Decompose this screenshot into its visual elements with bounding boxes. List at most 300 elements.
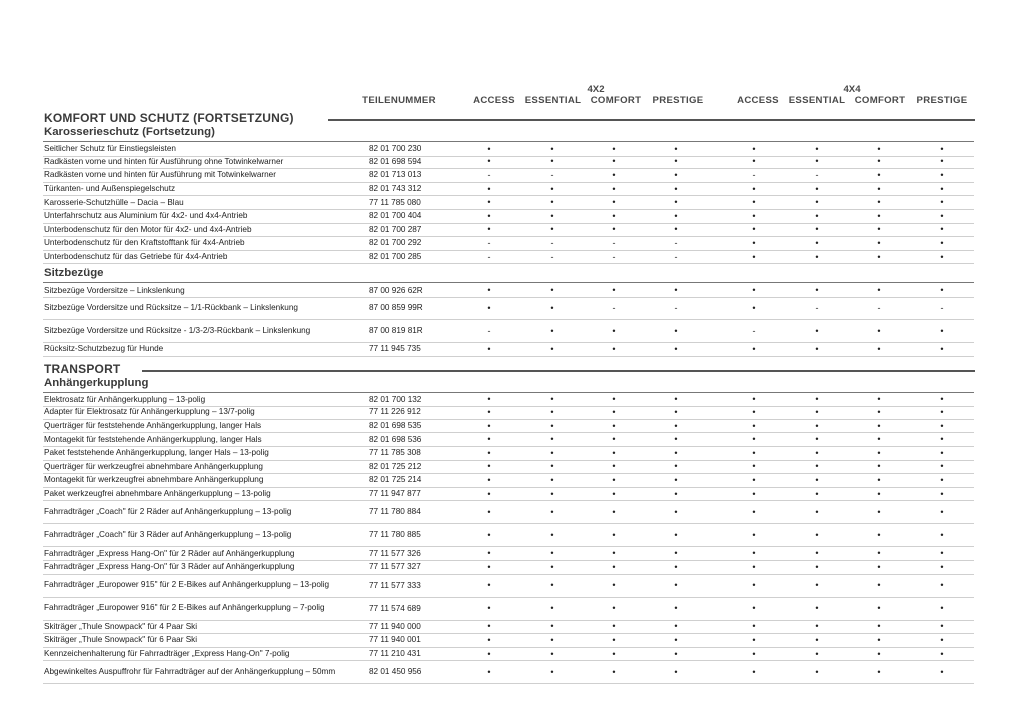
availability-dot: • [815, 343, 819, 354]
availability-dot: • [877, 197, 881, 208]
section-title: KOMFORT UND SCHUTZ (FORTSETZUNG) [44, 111, 294, 125]
availability-dot: • [612, 143, 616, 154]
availability-dot: • [612, 488, 616, 499]
availability-dot: • [940, 561, 944, 572]
part-number: 82 01 743 312 [369, 184, 422, 194]
availability-dot: • [487, 580, 491, 591]
column-header-4x2-prestige: PRESTIGE [652, 95, 704, 106]
availability-dot: • [550, 461, 554, 472]
item-description: Montagekit für werkzeugfrei abnehmbare Anhängerkupplung [44, 475, 264, 485]
unavailable-dash: - [815, 169, 819, 180]
part-number: 82 01 700 230 [369, 144, 422, 154]
availability-dot: • [940, 325, 944, 336]
availability-dot: • [752, 224, 756, 235]
availability-dot: • [940, 143, 944, 154]
availability-dot: • [674, 325, 678, 336]
availability-dot: • [752, 210, 756, 221]
table-row [43, 523, 974, 547]
availability-dot: • [612, 621, 616, 632]
availability-dot: • [877, 237, 881, 248]
availability-dot: • [877, 529, 881, 540]
table-row [43, 597, 974, 621]
availability-dot: • [877, 548, 881, 559]
availability-dot: • [815, 461, 819, 472]
availability-dot: • [940, 461, 944, 472]
availability-dot: • [877, 621, 881, 632]
unavailable-dash: - [674, 302, 678, 313]
availability-dot: • [487, 648, 491, 659]
availability-dot: • [674, 488, 678, 499]
part-number: 77 11 947 877 [369, 489, 421, 499]
availability-dot: • [550, 603, 554, 614]
availability-dot: • [550, 580, 554, 591]
item-description: Sitzbezüge Vordersitze – Linkslenkung [44, 285, 185, 295]
column-header-4x2-comfort: COMFORT [590, 95, 642, 106]
item-description: Skiträger „Thule Snowpack" für 4 Paar Ski [44, 621, 198, 631]
table-row [43, 546, 974, 561]
availability-dot: • [550, 210, 554, 221]
part-number: 87 00 819 81R [369, 326, 423, 335]
availability-dot: • [674, 447, 678, 458]
unavailable-dash: - [487, 251, 491, 262]
table-row [43, 405, 974, 420]
availability-dot: • [940, 156, 944, 167]
availability-dot: • [674, 210, 678, 221]
availability-dot: • [674, 561, 678, 572]
availability-dot: • [674, 666, 678, 677]
availability-dot: • [674, 634, 678, 645]
table-row [43, 560, 974, 575]
availability-dot: • [674, 406, 678, 417]
availability-dot: • [674, 183, 678, 194]
availability-dot: • [877, 506, 881, 517]
availability-dot: • [752, 488, 756, 499]
item-description: Paket feststehende Anhängerkupplung, langer Hals – 13-polig [44, 448, 269, 458]
part-number: 77 11 785 080 [369, 197, 421, 207]
group-header-4x4: 4X4 [843, 84, 861, 95]
part-number: 82 01 700 287 [369, 224, 422, 234]
item-description: Elektrosatz für Anhängerkupplung – 13-polig [44, 394, 206, 404]
availability-dot: • [674, 394, 678, 405]
item-description: Unterbodenschutz für das Getriebe für 4x4-Antrieb [44, 251, 228, 261]
availability-dot: • [815, 561, 819, 572]
item-description: Radkästen vorne und hinten für Ausführung mit Totwinkelwarner [44, 170, 276, 180]
availability-dot: • [550, 302, 554, 313]
availability-dot: • [752, 197, 756, 208]
availability-dot: • [940, 529, 944, 540]
item-description: Türkanten- und Außenspiegelschutz [44, 183, 176, 193]
table-row [43, 342, 974, 357]
availability-dot: • [487, 285, 491, 296]
availability-dot: • [752, 183, 756, 194]
availability-dot: • [815, 406, 819, 417]
availability-dot: • [550, 325, 554, 336]
section-rule [328, 119, 975, 121]
availability-dot: • [550, 420, 554, 431]
unavailable-dash: - [550, 251, 554, 262]
availability-dot: • [940, 548, 944, 559]
availability-dot: • [940, 621, 944, 632]
column-header-4x2-essential: ESSENTIAL [524, 95, 582, 106]
item-description: Kennzeichenhalterung für Fahrradträger „Express Hang-On" 7-polig [44, 648, 290, 658]
availability-dot: • [752, 603, 756, 614]
part-number: 77 11 574 689 [369, 603, 421, 613]
availability-dot: • [612, 183, 616, 194]
unavailable-dash: - [674, 237, 678, 248]
item-description: Querträger für feststehende Anhängerkupplung, langer Hals [44, 420, 262, 430]
availability-dot: • [550, 406, 554, 417]
availability-dot: • [612, 634, 616, 645]
availability-dot: • [815, 447, 819, 458]
availability-dot: • [815, 224, 819, 235]
availability-dot: • [940, 420, 944, 431]
availability-dot: • [674, 143, 678, 154]
availability-dot: • [550, 156, 554, 167]
section-rule [142, 370, 975, 372]
availability-dot: • [940, 580, 944, 591]
availability-dot: • [487, 461, 491, 472]
availability-dot: • [815, 529, 819, 540]
availability-dot: • [815, 394, 819, 405]
item-description: Paket werkzeugfrei abnehmbare Anhängerkupplung – 13-polig [44, 488, 271, 498]
part-number: 82 01 698 535 [369, 421, 422, 431]
availability-dot: • [877, 648, 881, 659]
table-row [43, 236, 974, 251]
part-number: 82 01 698 536 [369, 434, 422, 444]
table-row [43, 660, 974, 684]
unavailable-dash: - [550, 169, 554, 180]
part-number: 82 01 700 132 [369, 394, 422, 404]
availability-dot: • [940, 183, 944, 194]
availability-dot: • [612, 197, 616, 208]
table-row [43, 419, 974, 434]
availability-dot: • [877, 143, 881, 154]
part-number: 87 00 859 99R [369, 303, 423, 312]
availability-dot: • [674, 603, 678, 614]
availability-dot: • [752, 406, 756, 417]
availability-dot: • [550, 343, 554, 354]
availability-dot: • [487, 183, 491, 194]
availability-dot: • [940, 434, 944, 445]
availability-dot: • [940, 506, 944, 517]
availability-dot: • [612, 420, 616, 431]
availability-dot: • [612, 529, 616, 540]
availability-dot: • [815, 603, 819, 614]
availability-dot: • [612, 210, 616, 221]
availability-dot: • [877, 169, 881, 180]
part-number: 82 01 700 285 [369, 252, 422, 262]
availability-dot: • [674, 621, 678, 632]
group-header-4x2: 4X2 [587, 84, 605, 95]
item-description: Unterbodenschutz für den Kraftstofftank für 4x4-Antrieb [44, 238, 245, 248]
availability-dot: • [487, 447, 491, 458]
availability-dot: • [752, 343, 756, 354]
table-row [43, 574, 974, 598]
subsection-title: Sitzbezüge [44, 267, 104, 280]
unavailable-dash: - [752, 325, 756, 336]
availability-dot: • [940, 237, 944, 248]
availability-dot: • [940, 251, 944, 262]
part-number: 82 01 450 956 [369, 667, 422, 677]
availability-dot: • [487, 666, 491, 677]
availability-dot: • [674, 648, 678, 659]
item-description: Sitzbezüge Vordersitze und Rücksitze – 1/1-Rückbank – Linkslenkung [44, 302, 298, 312]
availability-dot: • [940, 343, 944, 354]
availability-dot: • [612, 548, 616, 559]
column-header-4x4-comfort: COMFORT [854, 95, 906, 106]
table-row [43, 209, 974, 224]
availability-dot: • [487, 420, 491, 431]
availability-dot: • [877, 447, 881, 458]
availability-dot: • [550, 285, 554, 296]
availability-dot: • [877, 666, 881, 677]
unavailable-dash: - [487, 325, 491, 336]
availability-dot: • [877, 603, 881, 614]
availability-dot: • [487, 634, 491, 645]
availability-dot: • [752, 143, 756, 154]
availability-dot: • [940, 224, 944, 235]
availability-dot: • [487, 343, 491, 354]
table-row [43, 500, 974, 524]
availability-dot: • [877, 580, 881, 591]
availability-dot: • [674, 156, 678, 167]
table-row [43, 633, 974, 648]
availability-dot: • [487, 224, 491, 235]
availability-dot: • [674, 285, 678, 296]
item-description: Rücksitz-Schutzbezug für Hunde [44, 344, 164, 354]
availability-dot: • [877, 394, 881, 405]
availability-dot: • [815, 580, 819, 591]
part-number: 77 11 785 308 [369, 448, 421, 458]
availability-dot: • [612, 506, 616, 517]
availability-dot: • [674, 548, 678, 559]
availability-dot: • [752, 506, 756, 517]
availability-dot: • [940, 406, 944, 417]
table-row [43, 473, 974, 488]
part-number: 82 01 700 292 [369, 238, 422, 248]
availability-dot: • [815, 474, 819, 485]
part-number: 77 11 210 431 [369, 649, 421, 659]
availability-dot: • [487, 197, 491, 208]
unavailable-dash: - [550, 237, 554, 248]
item-description: Karosserie-Schutzhülle – Dacia – Blau [44, 197, 184, 207]
item-description: Fahrradträger „Europower 915" für 2 E-Bikes auf Anhängerkupplung – 13-polig [44, 580, 330, 590]
unavailable-dash: - [612, 237, 616, 248]
availability-dot: • [612, 325, 616, 336]
availability-dot: • [550, 474, 554, 485]
subsection-title: Anhängerkupplung [44, 376, 149, 389]
part-number: 77 11 945 735 [369, 344, 421, 354]
availability-dot: • [815, 285, 819, 296]
table-row [43, 647, 974, 662]
availability-dot: • [674, 580, 678, 591]
table-row [43, 446, 974, 461]
availability-dot: • [674, 197, 678, 208]
availability-dot: • [612, 406, 616, 417]
availability-dot: • [940, 488, 944, 499]
availability-dot: • [487, 529, 491, 540]
availability-dot: • [752, 634, 756, 645]
part-number: 77 11 780 884 [369, 507, 421, 517]
item-description: Montagekit für feststehende Anhängerkupplung, langer Hals [44, 434, 262, 444]
availability-dot: • [877, 285, 881, 296]
part-number: 82 01 698 594 [369, 156, 422, 166]
availability-dot: • [550, 666, 554, 677]
part-number: 77 11 940 001 [369, 635, 421, 645]
availability-dot: • [550, 394, 554, 405]
availability-dot: • [752, 474, 756, 485]
availability-dot: • [674, 529, 678, 540]
availability-dot: • [550, 561, 554, 572]
part-number: 82 01 713 013 [369, 170, 422, 180]
availability-dot: • [550, 506, 554, 517]
availability-dot: • [674, 506, 678, 517]
availability-dot: • [815, 488, 819, 499]
availability-dot: • [752, 285, 756, 296]
availability-dot: • [815, 210, 819, 221]
availability-dot: • [940, 634, 944, 645]
availability-dot: • [940, 648, 944, 659]
availability-dot: • [815, 666, 819, 677]
availability-dot: • [877, 474, 881, 485]
availability-dot: • [752, 666, 756, 677]
availability-dot: • [487, 621, 491, 632]
availability-dot: • [752, 156, 756, 167]
availability-dot: • [752, 580, 756, 591]
part-number: 77 11 780 885 [369, 530, 421, 540]
availability-dot: • [752, 394, 756, 405]
availability-dot: • [815, 506, 819, 517]
column-header-4x4-prestige: PRESTIGE [916, 95, 968, 106]
availability-dot: • [674, 169, 678, 180]
availability-dot: • [550, 488, 554, 499]
availability-dot: • [612, 561, 616, 572]
table-row [43, 319, 974, 343]
availability-dot: • [752, 561, 756, 572]
availability-dot: • [487, 506, 491, 517]
subsection-title: Karosserieschutz (Fortsetzung) [44, 126, 215, 138]
availability-dot: • [550, 143, 554, 154]
availability-dot: • [877, 325, 881, 336]
availability-dot: • [752, 237, 756, 248]
availability-dot: • [815, 251, 819, 262]
availability-dot: • [752, 648, 756, 659]
availability-dot: • [815, 325, 819, 336]
section-title: TRANSPORT [44, 361, 121, 376]
availability-dot: • [752, 420, 756, 431]
part-number: 77 11 577 326 [369, 548, 421, 558]
availability-dot: • [815, 420, 819, 431]
availability-dot: • [612, 169, 616, 180]
availability-dot: • [752, 302, 756, 313]
unavailable-dash: - [487, 169, 491, 180]
part-number: 77 11 226 912 [369, 407, 421, 417]
table-row [43, 195, 974, 210]
availability-dot: • [612, 648, 616, 659]
table-row [43, 620, 974, 635]
availability-dot: • [674, 224, 678, 235]
availability-dot: • [487, 302, 491, 313]
availability-dot: • [815, 648, 819, 659]
availability-dot: • [550, 447, 554, 458]
availability-dot: • [752, 434, 756, 445]
item-description: Fahrradträger „Coach" für 3 Räder auf Anhängerkupplung – 13-polig [44, 530, 292, 540]
availability-dot: • [612, 394, 616, 405]
availability-dot: • [752, 529, 756, 540]
availability-dot: • [487, 474, 491, 485]
availability-dot: • [674, 474, 678, 485]
availability-dot: • [674, 343, 678, 354]
availability-dot: • [612, 666, 616, 677]
availability-dot: • [877, 561, 881, 572]
availability-dot: • [940, 603, 944, 614]
availability-dot: • [550, 648, 554, 659]
unavailable-dash: - [487, 237, 491, 248]
availability-dot: • [612, 603, 616, 614]
availability-dot: • [940, 169, 944, 180]
availability-dot: • [877, 420, 881, 431]
part-number: 77 11 577 327 [369, 562, 421, 572]
unavailable-dash: - [674, 251, 678, 262]
availability-dot: • [487, 210, 491, 221]
availability-dot: • [550, 529, 554, 540]
availability-dot: • [877, 406, 881, 417]
availability-dot: • [752, 447, 756, 458]
item-description: Fahrradträger „Express Hang-On" für 3 Räder auf Anhängerkupplung [44, 562, 295, 572]
availability-dot: • [612, 434, 616, 445]
availability-dot: • [752, 461, 756, 472]
availability-dot: • [877, 634, 881, 645]
item-description: Sitzbezüge Vordersitze und Rücksitze - 1/3-2/3-Rückbank – Linkslenkung [44, 325, 311, 335]
availability-dot: • [877, 343, 881, 354]
availability-dot: • [877, 210, 881, 221]
table-row [43, 168, 974, 183]
item-description: Skiträger „Thule Snowpack" für 6 Paar Ski [44, 635, 198, 645]
unavailable-dash: - [815, 302, 819, 313]
availability-dot: • [487, 394, 491, 405]
table-row [43, 296, 974, 320]
part-number: 82 01 725 214 [369, 475, 422, 485]
table-row [43, 487, 974, 502]
unavailable-dash: - [877, 302, 881, 313]
column-header-4x4-access: ACCESS [737, 95, 779, 106]
availability-dot: • [674, 420, 678, 431]
availability-dot: • [550, 183, 554, 194]
availability-dot: • [487, 434, 491, 445]
availability-dot: • [940, 474, 944, 485]
availability-dot: • [940, 285, 944, 296]
availability-dot: • [550, 197, 554, 208]
availability-dot: • [940, 197, 944, 208]
availability-dot: • [612, 343, 616, 354]
availability-dot: • [674, 461, 678, 472]
availability-dot: • [674, 434, 678, 445]
availability-dot: • [877, 183, 881, 194]
unavailable-dash: - [612, 302, 616, 313]
availability-dot: • [487, 156, 491, 167]
table-row [43, 460, 974, 475]
availability-dot: • [815, 197, 819, 208]
availability-dot: • [550, 621, 554, 632]
availability-dot: • [487, 143, 491, 154]
availability-dot: • [815, 434, 819, 445]
item-description: Fahrradträger „Coach" für 2 Räder auf Anhängerkupplung – 13-polig [44, 507, 292, 517]
unavailable-dash: - [940, 302, 944, 313]
availability-dot: • [487, 603, 491, 614]
availability-dot: • [815, 156, 819, 167]
availability-dot: • [612, 474, 616, 485]
availability-dot: • [940, 666, 944, 677]
